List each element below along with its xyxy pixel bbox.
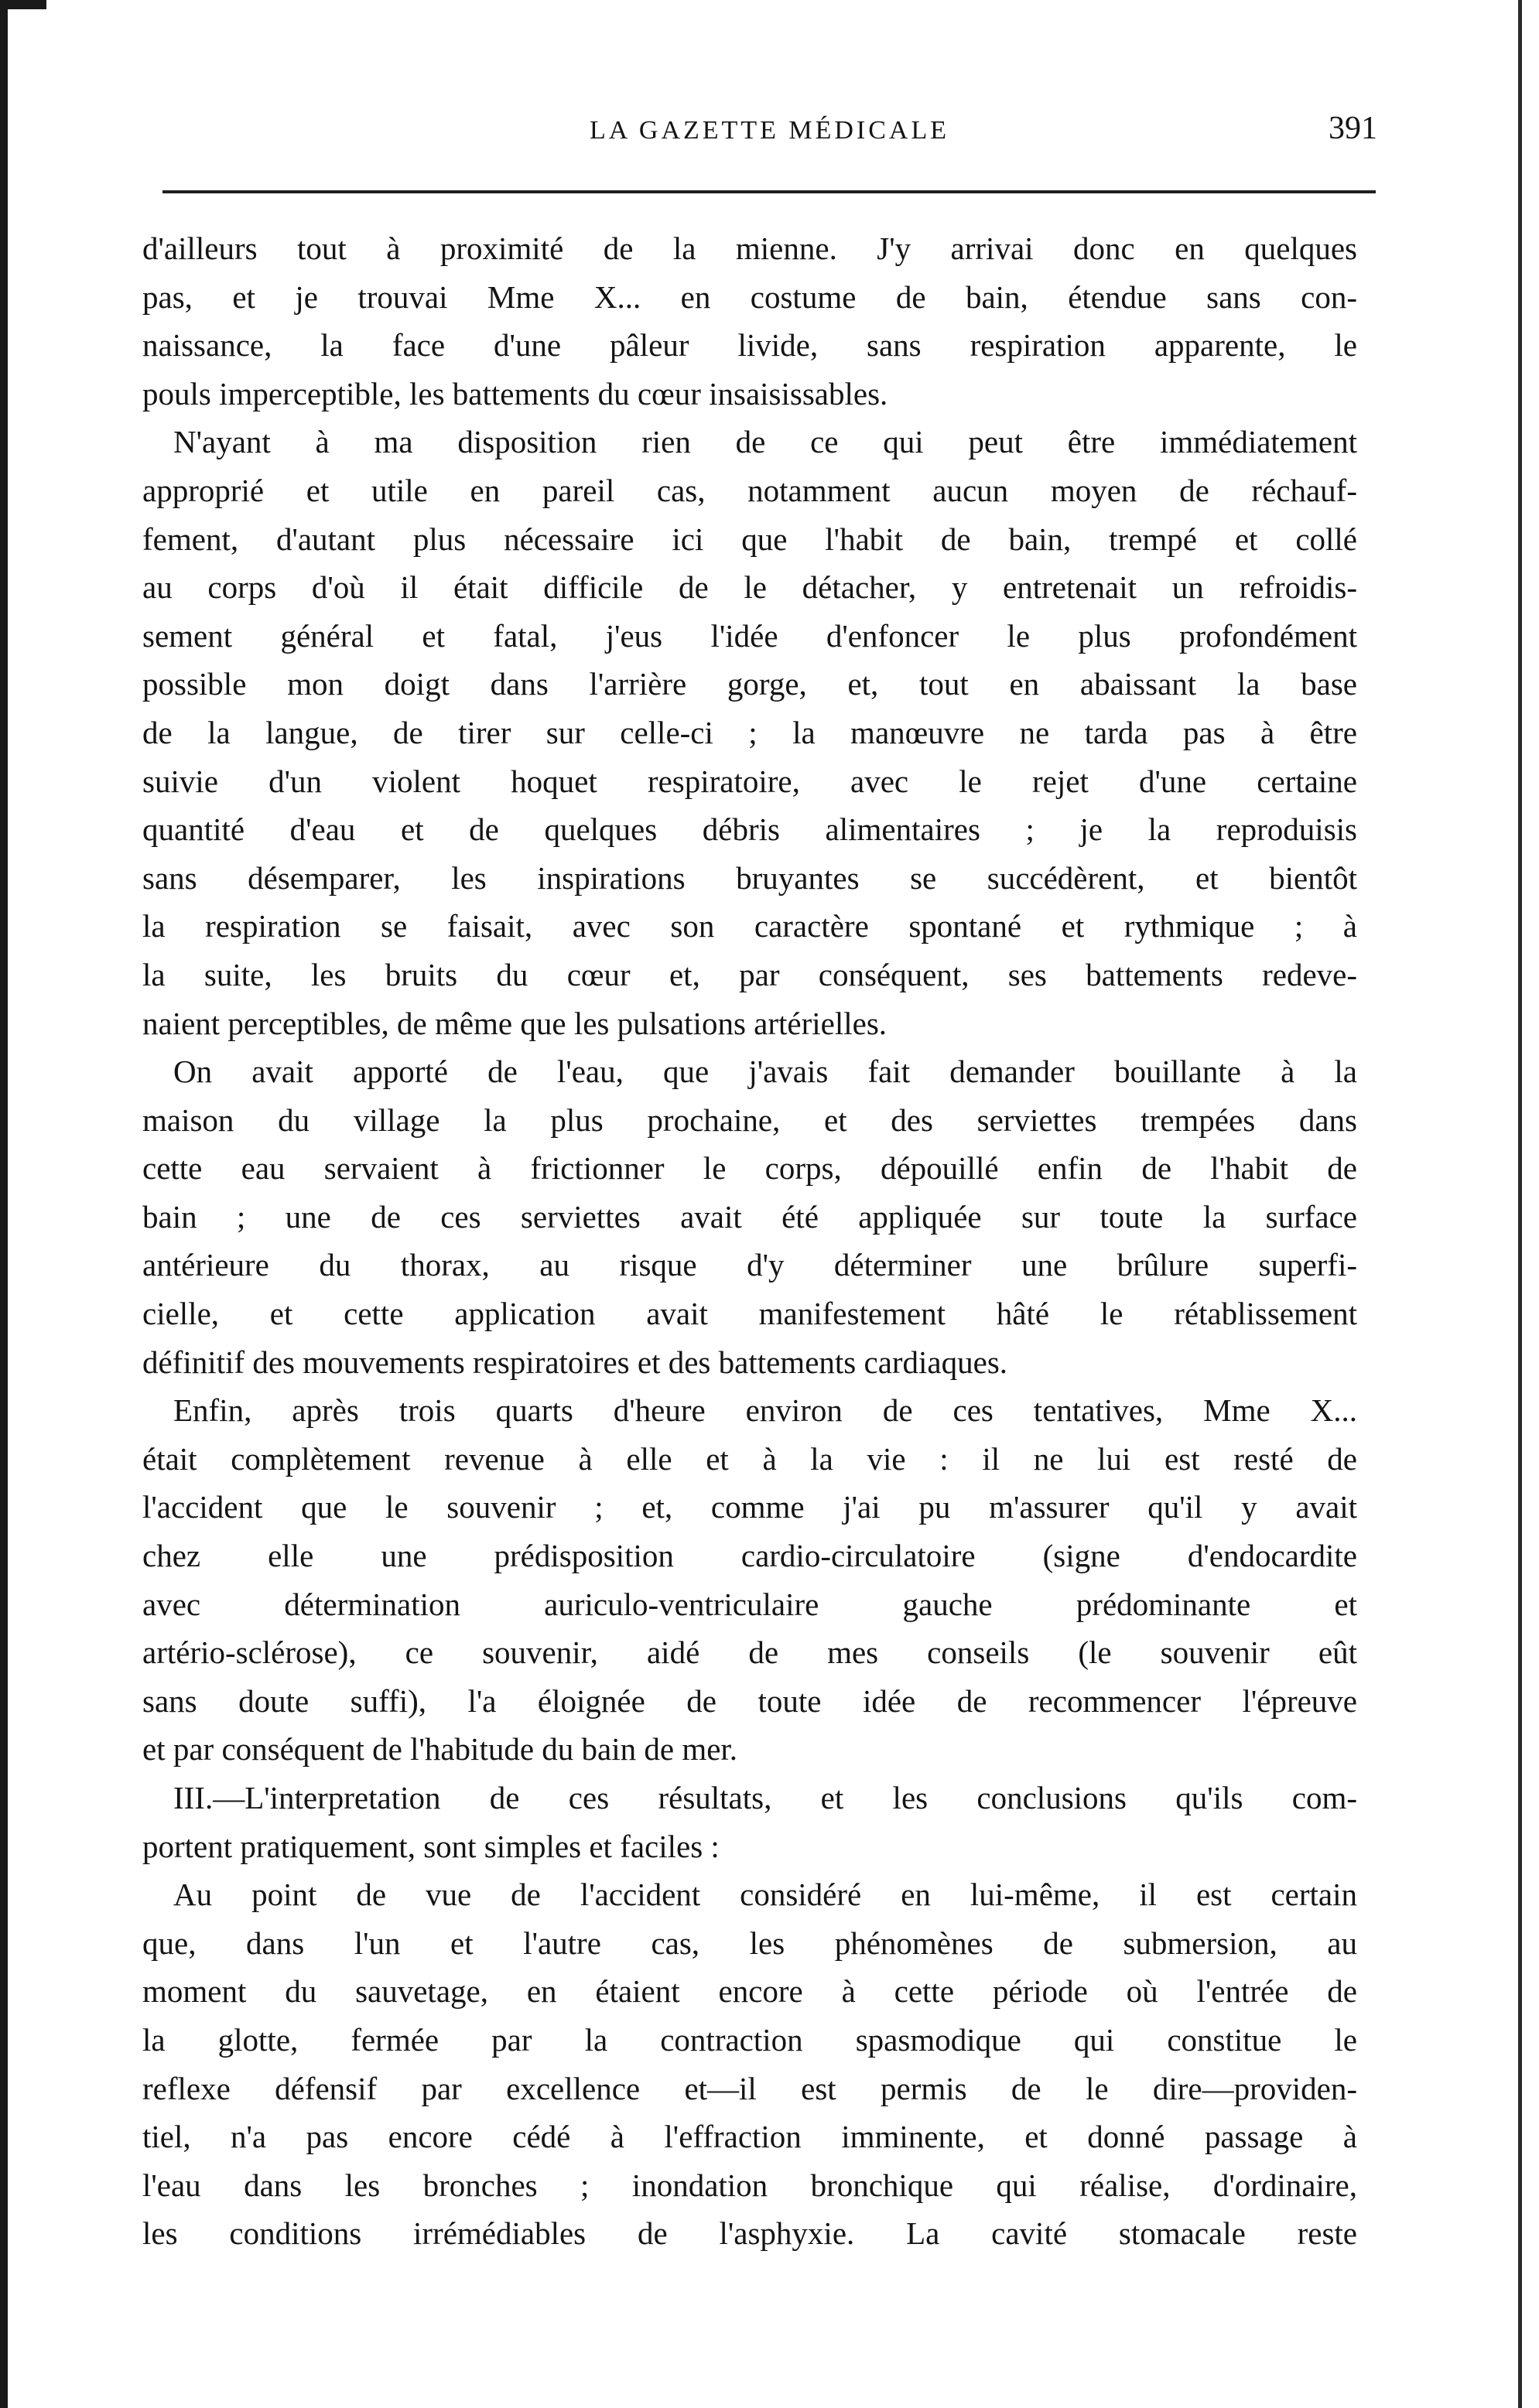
text-line: les conditions irrémédiables de l'asphyxie. La cavité stomacale reste <box>142 2215 1357 2252</box>
text-line: tiel, n'a pas encore cédé à l'effraction imminente, et donné passage à <box>142 2119 1357 2155</box>
text-line: cette eau servaient à frictionner le corps, dépouillé enfin de l'habit de <box>142 1150 1357 1187</box>
text-line: était complètement revenue à elle et à la vie : il ne lui est resté de <box>142 1440 1357 1477</box>
text-line: suivie d'un violent hoquet respiratoire, avec le rejet d'une certaine <box>142 763 1357 799</box>
text-line: au corps d'où il était difficile de le détacher, y entretenait un refroidis- <box>142 569 1357 606</box>
text-line: quantité d'eau et de quelques débris alimentaires ; je la reproduisis <box>142 811 1357 848</box>
text-line: maison du village la plus prochaine, et des serviettes trempées dans <box>142 1102 1357 1138</box>
gutter-edge <box>1518 0 1522 2408</box>
text-line: naient perceptibles, de même que les pulsations artérielles. <box>142 1005 887 1041</box>
text-line: portent pratiquement, sont simples et faciles : <box>142 1828 720 1864</box>
header-rule <box>162 190 1376 193</box>
text-line: chez elle une prédisposition cardio-circulatoire (signe d'endocardite <box>142 1538 1357 1574</box>
text-line: sans désemparer, les inspirations bruyantes se succédèrent, et bientôt <box>142 859 1357 896</box>
text-line: d'ailleurs tout à proximité de la mienne. J'y arrivai donc en quelques <box>142 231 1357 266</box>
text-line: la respiration se faisait, avec son caractère spontané et rythmique ; à <box>142 908 1357 944</box>
text-line: III.—L'interpretation de ces résultats, et les conclusions qu'ils com- <box>173 1780 1357 1815</box>
text-line: avec détermination auriculo-ventriculaire gauche prédominante et <box>142 1586 1357 1622</box>
text-line: l'accident que le souvenir ; et, comme j'ai pu m'assurer qu'il y avait <box>142 1489 1357 1525</box>
page-corner-mark <box>0 0 46 9</box>
text-line: que, dans l'un et l'autre cas, les phénomènes de submersion, au <box>142 1925 1357 1961</box>
text-line: naissance, la face d'une pâleur livide, sans respiration apparente, le <box>142 327 1357 364</box>
text-line: approprié et utile en pareil cas, notamment aucun moyen de réchauf- <box>142 472 1357 508</box>
text-line: la suite, les bruits du cœur et, par conséquent, ses battements redeve- <box>142 956 1357 992</box>
text-line: possible mon doigt dans l'arrière gorge, et, tout en abaissant la base <box>142 666 1357 702</box>
text-line: de la langue, de tirer sur celle-ci ; la manœuvre ne tarda pas à être <box>142 714 1357 750</box>
text-line: la glotte, fermée par la contraction spasmodique qui constitue le <box>142 2021 1357 2058</box>
text-line: N'ayant à ma disposition rien de ce qui peut être immédiatement <box>173 424 1357 460</box>
text-line: cielle, et cette application avait manifestement hâté le rétablissement <box>142 1296 1357 1332</box>
text-line: artério-sclérose), ce souvenir, aidé de mes conseils (le souvenir eût <box>142 1634 1357 1671</box>
text-line: l'eau dans les bronches ; inondation bronchique qui réalise, d'ordinaire, <box>142 2167 1357 2203</box>
text-line: fement, d'autant plus nécessaire ici que l'habit de bain, trempé et collé <box>142 521 1357 557</box>
text-line: bain ; une de ces serviettes avait été appliquée sur toute la surface <box>142 1198 1357 1235</box>
text-line: On avait apporté de l'eau, que j'avais fait demander bouillante à la <box>173 1054 1357 1090</box>
running-title: LA GAZETTE MÉDICALE <box>589 116 950 145</box>
text-line: Enfin, après trois quarts d'heure environ de ces tentatives, Mme X... <box>173 1392 1357 1429</box>
page-edge-shadow <box>0 0 8 2408</box>
page-header <box>0 110 1539 156</box>
text-line: sans doute suffi), l'a éloignée de toute idée de recommencer l'épreuve <box>142 1682 1357 1719</box>
text-line: reflexe défensif par excellence et—il est permis de le dire—providen- <box>142 2070 1357 2106</box>
text-line: et par conséquent de l'habitude du bain de mer. <box>142 1731 738 1768</box>
text-line: sement général et fatal, j'eus l'idée d'enfoncer le plus profondément <box>142 617 1357 654</box>
text-line: définitif des mouvements respiratoires et des battements cardiaques. <box>142 1344 1008 1380</box>
text-line: Au point de vue de l'accident considéré en lui-même, il est certain <box>173 1877 1357 1913</box>
text-line: pas, et je trouvai Mme X... en costume de bain, étendue sans con- <box>142 278 1357 315</box>
text-line: moment du sauvetage, en étaient encore à cette période où l'entrée de <box>142 1973 1357 2010</box>
page-number: 391 <box>1329 111 1377 146</box>
text-line: pouls imperceptible, les battements du cœur insaisissables. <box>142 375 888 412</box>
text-line: antérieure du thorax, au risque d'y déterminer une brûlure superfi- <box>142 1247 1357 1283</box>
body-text <box>136 224 1357 2258</box>
